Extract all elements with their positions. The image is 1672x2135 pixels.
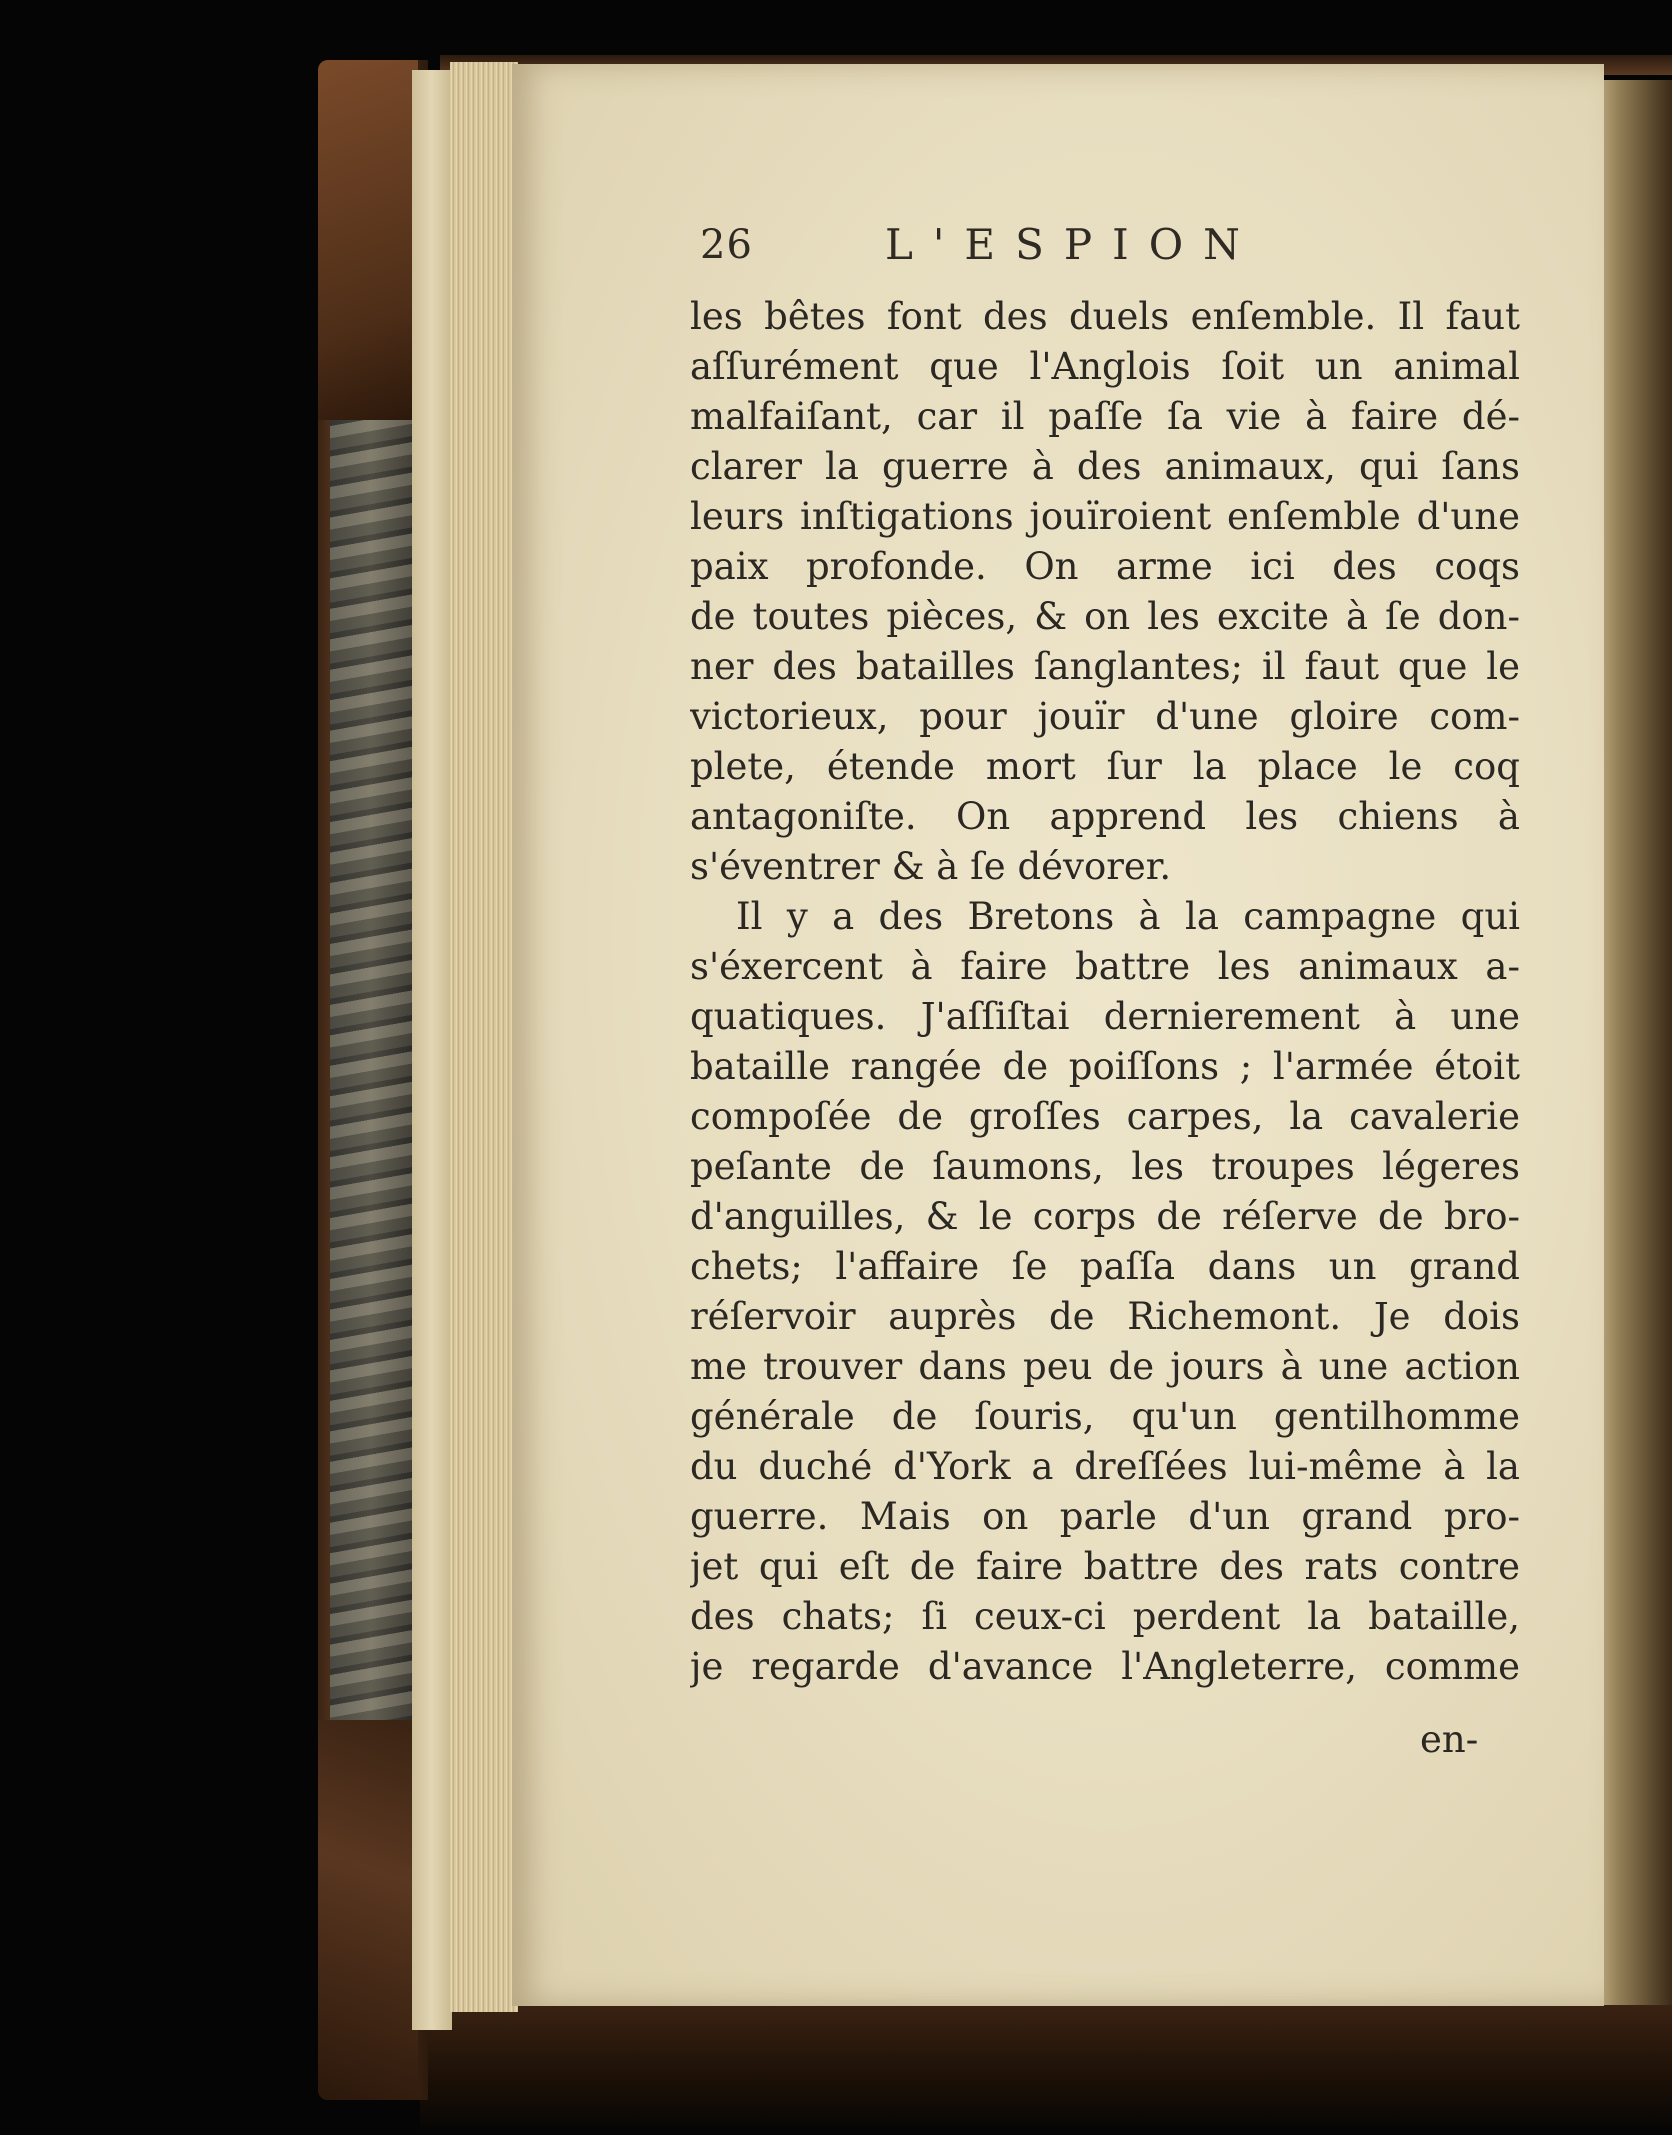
text-line: générale de ſouris, qu'un gentilhomme [690, 1395, 1520, 1438]
body-text [690, 292, 1520, 1692]
text-line: malfaiſant, car il paſſe ſa vie à faire dé- [690, 395, 1520, 438]
text-line: aſſurément que l'Anglois ſoit un animal [690, 345, 1520, 388]
running-title: L'ESPION [885, 220, 1260, 269]
text-line: jet qui eſt de faire battre des rats contre [690, 1545, 1520, 1588]
page-header [700, 222, 1320, 282]
text-line: je regarde d'avance l'Angleterre, comme [690, 1645, 1520, 1688]
catchword: en- [1420, 1718, 1479, 1761]
text-line: leurs inſtigations jouïroient enſemble d'une [690, 495, 1520, 538]
text-line: paix profonde. On arme ici des coqs [690, 545, 1520, 588]
leather-corner-top [318, 60, 418, 420]
text-line: guerre. Mais on parle d'un grand pro- [690, 1495, 1520, 1538]
text-line: réſervoir auprès de Richemont. Je dois [690, 1295, 1520, 1338]
text-line: quatiques. J'aſſiſtai dernierement à une [690, 995, 1520, 1038]
text-line: de toutes pièces, & on les excite à ſe don- [690, 595, 1520, 638]
text-line: peſante de ſaumons, les troupes légeres [690, 1145, 1520, 1188]
text-line: du duché d'York a dreſſées lui-même à la [690, 1445, 1520, 1488]
text-line: des chats; ſi ceux-ci perdent la bataille, [690, 1595, 1520, 1638]
dark-background [0, 0, 320, 2135]
text-line: clarer la guerre à des animaux, qui ſans [690, 445, 1520, 488]
text-line: bataille rangée de poiſſons ; l'armée étoit [690, 1045, 1520, 1088]
text-line: d'anguilles, & le corps de réſerve de bro- [690, 1195, 1520, 1238]
back-cover-bottom-edge [420, 2005, 1672, 2135]
text-line: me trouver dans peu de jours à une action [690, 1345, 1520, 1388]
text-line: chets; l'affaire ſe paſſa dans un grand [690, 1245, 1520, 1288]
facing-page-edge [1600, 80, 1672, 2020]
endpaper [412, 70, 452, 2030]
text-line: les bêtes font des duels enſemble. Il faut [690, 295, 1520, 338]
text-line: antagoniſte. On apprend les chiens à [690, 795, 1520, 838]
text-line: s'éxercent à faire battre les animaux a- [690, 945, 1520, 988]
text-line: victorieux, pour jouïr d'une gloire com- [690, 695, 1520, 738]
text-line: ner des batailles ſanglantes; il faut que le [690, 645, 1520, 688]
leather-corner-bottom [318, 1720, 418, 2100]
page-number: 26 [700, 222, 753, 268]
marbled-cover-paper [330, 420, 412, 1720]
text-line: Il y a des Bretons à la campagne qui [736, 895, 1520, 938]
text-line: s'éventrer & à ſe dévorer. [690, 845, 1172, 888]
text-line: plete, étende mort ſur la place le coq [690, 745, 1520, 788]
page-block-edges [450, 62, 518, 2012]
text-line: compoſée de groſſes carpes, la cavalerie [690, 1095, 1520, 1138]
